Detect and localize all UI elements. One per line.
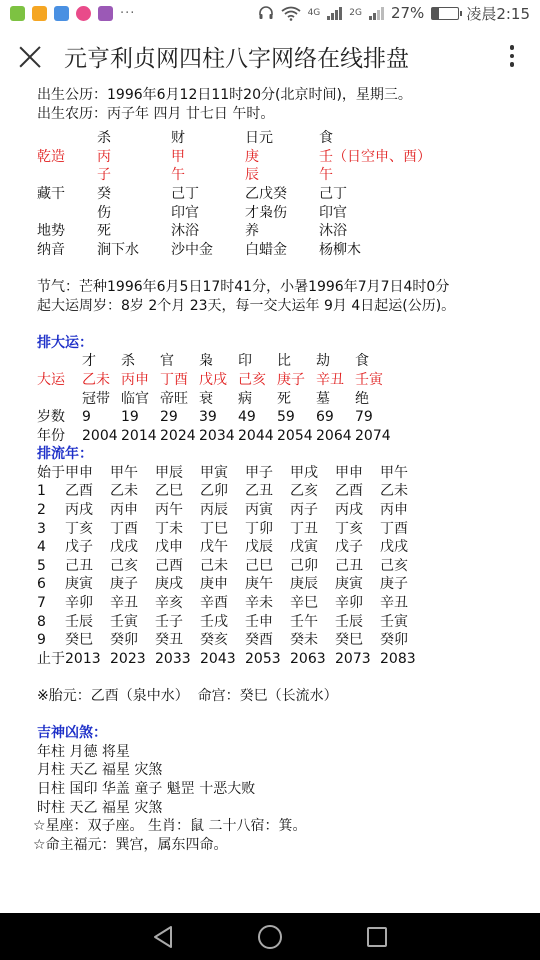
dayun-year: 2054 [277,427,313,444]
jieqi-line: 节气：芒种1996年6月5日17时41分，小暑1996年7月7日4时0分 [37,278,450,295]
liunian-row-number: 9 [37,632,46,649]
dishi-value: 沐浴 [319,223,347,240]
nayin-value: 白蜡金 [245,241,287,258]
dayun-stage: 病 [238,390,252,407]
liunian-start: 甲戌 [290,464,318,481]
liunian-cell: 壬寅 [110,613,138,630]
liunian-cell: 癸卯 [380,632,408,649]
battery-level [432,8,439,19]
status-left [10,6,135,21]
liunian-cell: 癸酉 [245,632,273,649]
signal-icon [327,7,342,20]
hidden-god: 才枭伤 [245,204,287,221]
liunian-cell: 癸巳 [335,632,363,649]
wifi-icon [281,6,301,21]
liunian-cell: 乙未 [380,483,408,500]
liunian-cell: 壬戌 [200,613,228,630]
liunian-cell: 丙辰 [200,502,228,519]
liunian-cell: 己酉 [155,557,183,574]
back-icon[interactable] [152,925,174,949]
dayun-year: 2034 [199,427,235,444]
taiyuan-minggong: ※胎元：乙酉（泉中水） 命宫：癸巳（长流水） [37,688,338,704]
liunian-cell: 癸巳 [65,632,93,649]
liunian-start: 甲申 [335,464,363,481]
liunian-cell: 丁未 [155,520,183,537]
dishi-value: 死 [97,223,111,240]
dayun-ganzhi: 丙申 [121,371,149,388]
dayun-stage: 冠带 [82,390,110,407]
liunian-row [37,482,532,501]
dayun-stage: 绝 [355,390,369,407]
liunian-cell: 戊戌 [110,539,138,556]
dayun-age: 19 [121,409,139,426]
dayun-ganzhi: 庚子 [277,371,305,388]
status-right [258,3,530,24]
liunian-row-number: 8 [37,613,46,630]
row-label: 藏干 [37,185,65,202]
row-label: 大运 [37,371,65,388]
liunian-cell: 己亥 [380,557,408,574]
pillar-god: 杀 [97,130,111,147]
dayun-age: 49 [238,409,256,426]
row-label: 岁数 [37,409,65,426]
xingzuo-line: ☆星座：双子座。 生肖：鼠 二十八宿：箕。 [33,818,307,835]
liunian-end-row [37,650,532,669]
liunian-cell: 戊子 [335,539,363,556]
liunian-cell: 丁卯 [245,520,273,537]
nayin-value: 涧下水 [97,241,139,258]
app-bar [0,26,540,86]
dayun-ganzhi-row [37,371,532,390]
nayin-value: 杨柳木 [319,241,361,258]
liunian-cell: 庚戌 [155,576,183,593]
liunian-cell: 丁巳 [200,520,228,537]
liunian-cell: 乙未 [110,483,138,500]
pillar-branches-row [37,166,532,185]
liunian-row-number: 6 [37,576,46,593]
liunian-cell: 辛丑 [110,595,138,612]
shensha-heading: 吉神凶煞： [37,725,107,742]
liunian-cell: 癸亥 [200,632,228,649]
dayun-god: 食 [355,353,369,370]
network-type-label: 2G [349,8,362,18]
hidden-gods-row [37,204,532,223]
dayun-year: 2014 [121,427,157,444]
pillar-god: 财 [171,130,185,147]
liunian-cell: 戊辰 [245,539,273,556]
pillar-stem: 丙 [97,148,111,165]
shensha-line: 时柱 天乙 福星 灾煞 [37,799,163,816]
dayun-year: 2004 [82,427,118,444]
birth-lunar: 出生农历：丙子年 四月 廿七日 午时。 [37,105,275,122]
liunian-cell: 己卯 [290,557,318,574]
app-notification-icon [98,6,113,21]
liunian-row [37,631,532,650]
dishi-value: 沐浴 [171,223,199,240]
nayin-row [37,241,532,260]
liunian-cell: 辛卯 [65,595,93,612]
dayun-ganzhi: 乙未 [82,371,110,388]
liunian-cell: 戊戌 [380,539,408,556]
liunian-row [37,520,532,539]
liunian-cell: 丙戌 [335,502,363,519]
liunian-cell: 壬寅 [380,613,408,630]
close-icon[interactable] [16,42,44,70]
liunian-cell: 戊寅 [290,539,318,556]
dayun-age: 29 [160,409,178,426]
network-type-label: 4G [307,8,321,18]
dishi-row [37,222,532,241]
app-notification-icon [32,6,47,21]
dayun-god: 杀 [121,353,135,370]
dayun-age: 9 [82,409,91,426]
hidden-stem: 己丁 [319,185,347,202]
dayun-years-row [37,427,532,446]
liunian-cell: 壬辰 [335,613,363,630]
dayun-age: 69 [316,409,334,426]
recent-apps-icon[interactable] [366,926,388,948]
liunian-cell: 辛丑 [380,595,408,612]
liunian-cell: 丁丑 [290,520,318,537]
liunian-cell: 乙巳 [155,483,183,500]
liunian-cell: 己未 [200,557,228,574]
dayun-ganzhi: 丁酉 [160,371,188,388]
gallery-icon [54,6,69,21]
more-options-icon[interactable] [500,41,524,71]
liunian-cell: 己丑 [335,557,363,574]
dayun-stage: 衰 [199,390,213,407]
liunian-cell: 丁亥 [335,520,363,537]
liunian-cell: 辛未 [245,595,273,612]
liunian-end: 2033 [155,650,191,667]
qiyun-line: 起大运周岁：8岁 2个月 23天，每一交大运年 9月 4日起运(公历)。 [37,297,456,314]
liunian-row-number: 1 [37,483,46,500]
liunian-start: 甲申 [65,464,93,481]
liunian-cell: 壬午 [290,613,318,630]
liunian-cell: 丙申 [110,502,138,519]
shensha-line: 日柱 国印 华盖 童子 魁罡 十恶大败 [37,780,256,797]
dayun-stage: 墓 [316,390,330,407]
dayun-stages-row [37,390,532,409]
liunian-cell: 庚午 [245,576,273,593]
row-label: 地势 [37,223,65,240]
liunian-end: 2043 [200,650,236,667]
hidden-stem: 己丁 [171,185,199,202]
liunian-cell: 辛酉 [200,595,228,612]
pillar-branch: 午 [171,167,185,184]
liunian-row-number: 2 [37,502,46,519]
liunian-cell: 壬申 [245,613,273,630]
dayun-heading: 排大运： [37,334,93,351]
liunian-rows [37,482,532,649]
hidden-stems-row [37,185,532,204]
dayun-god: 枭 [199,353,213,370]
dayun-god: 印 [238,353,252,370]
liunian-cell: 壬子 [155,613,183,630]
dayun-god: 官 [160,353,174,370]
dayun-age: 39 [199,409,217,426]
clock: 凌晨2:15 [466,4,530,23]
liunian-end: 2013 [65,650,101,667]
signal-icon [369,7,384,20]
liunian-start: 甲寅 [200,464,228,481]
liunian-cell: 丁酉 [110,520,138,537]
liunian-start: 甲午 [380,464,408,481]
liunian-cell: 癸未 [290,632,318,649]
nayin-value: 沙中金 [171,241,213,258]
liunian-heading: 排流年： [37,446,93,463]
battery-icon [431,7,459,20]
liunian-cell: 癸卯 [110,632,138,649]
pillar-stem: 甲 [171,148,185,165]
liunian-cell: 丙子 [290,502,318,519]
pillar-gods-row [37,129,532,148]
dayun-age: 79 [355,409,373,426]
dayun-stage: 死 [277,390,291,407]
app-notification-icon [76,6,91,21]
app-notification-icon [10,6,25,21]
dayun-year: 2044 [238,427,274,444]
liunian-cell: 癸丑 [155,632,183,649]
liunian-cell: 丁酉 [380,520,408,537]
status-bar [0,0,540,26]
page-title: 元亨利贞网四柱八字网络在线排盘 [64,45,409,72]
liunian-end: 2063 [290,650,326,667]
liunian-cell: 庚子 [380,576,408,593]
pillar-branch: 午 [319,167,333,184]
dayun-stage: 临官 [121,390,149,407]
liunian-cell: 己丑 [65,557,93,574]
battery-percent: 27% [390,4,425,22]
liunian-cell: 庚寅 [65,576,93,593]
liunian-cell: 庚子 [110,576,138,593]
home-icon[interactable] [257,924,283,950]
liunian-cell: 辛亥 [155,595,183,612]
dayun-age: 59 [277,409,295,426]
liunian-cell: 乙亥 [290,483,318,500]
row-label: 始于 [37,464,65,481]
liunian-cell: 戊子 [65,539,93,556]
more-notifications-icon: ··· [120,5,136,21]
liunian-cell: 戊午 [200,539,228,556]
liunian-start: 甲午 [110,464,138,481]
liunian-end: 2073 [335,650,371,667]
pillar-god: 日元 [245,130,273,147]
dayun-gods-row [37,352,532,371]
dayun-year: 2024 [160,427,196,444]
dayun-ganzhi: 己亥 [238,371,266,388]
liunian-end: 2053 [245,650,281,667]
liunian-cell: 乙卯 [200,483,228,500]
liunian-row [37,538,532,557]
pillar-branch: 子 [97,167,111,184]
dayun-stage: 帝旺 [160,390,188,407]
hidden-god: 伤 [97,204,111,221]
liunian-row-number: 5 [37,557,46,574]
liunian-start: 甲辰 [155,464,183,481]
dayun-ages-row [37,408,532,427]
liunian-row [37,575,532,594]
headphones-icon [258,5,274,21]
liunian-cell: 丁亥 [65,520,93,537]
liunian-cell: 己亥 [110,557,138,574]
liunian-end: 2083 [380,650,416,667]
liunian-cell: 丙申 [380,502,408,519]
row-label: 年份 [37,427,65,444]
hidden-stem: 癸 [97,185,111,202]
shensha-line: 年柱 月德 将星 [37,743,130,760]
liunian-cell: 辛巳 [290,595,318,612]
hidden-god: 印官 [319,204,347,221]
dayun-ganzhi: 辛丑 [316,371,344,388]
liunian-cell: 庚申 [200,576,228,593]
row-label: 止于 [37,650,65,667]
liunian-cell: 乙酉 [335,483,363,500]
pillar-branch: 辰 [245,167,259,184]
dayun-year: 2074 [355,427,391,444]
dayun-ganzhi: 壬寅 [355,371,383,388]
liunian-cell: 丙寅 [245,502,273,519]
mingzhu-line: ☆命主福元：巽宫，属东四命。 [33,836,228,853]
dayun-god: 比 [277,353,291,370]
liunian-end: 2023 [110,650,146,667]
liunian-row [37,557,532,576]
system-nav-bar [0,913,540,960]
liunian-cell: 庚辰 [290,576,318,593]
liunian-cell: 乙丑 [245,483,273,500]
liunian-cell: 辛卯 [335,595,363,612]
liunian-cell: 壬辰 [65,613,93,630]
liunian-row [37,501,532,520]
liunian-cell: 丙戌 [65,502,93,519]
birth-solar: 出生公历：1996年6月12日11时20分(北京时间)，星期三。 [37,87,412,103]
dayun-ganzhi: 戊戌 [199,371,227,388]
liunian-row-number: 7 [37,595,46,612]
liunian-cell: 乙酉 [65,483,93,500]
liunian-cell: 戊申 [155,539,183,556]
liunian-row-number: 4 [37,539,46,556]
paipan-content [33,86,532,854]
row-label: 乾造 [37,148,65,165]
shensha-line: 月柱 天乙 福星 灾煞 [37,762,163,779]
dayun-god: 劫 [316,353,330,370]
liunian-row [37,594,532,613]
liunian-cell: 丙午 [155,502,183,519]
liunian-row-number: 3 [37,520,46,537]
dayun-year: 2064 [316,427,352,444]
liunian-cell: 庚寅 [335,576,363,593]
liunian-start-row [37,464,532,483]
pillar-stems-row [37,148,532,167]
hidden-stem: 乙戊癸 [245,185,287,202]
row-label: 纳音 [37,241,65,258]
pillar-stem: 壬（日空申、酉） [319,148,431,165]
liunian-cell: 己巳 [245,557,273,574]
dayun-god: 才 [82,353,96,370]
liunian-start: 甲子 [245,464,273,481]
dishi-value: 养 [245,223,259,240]
liunian-row [37,613,532,632]
pillar-god: 食 [319,130,333,147]
hidden-god: 印官 [171,204,199,221]
pillar-stem: 庚 [245,148,259,165]
